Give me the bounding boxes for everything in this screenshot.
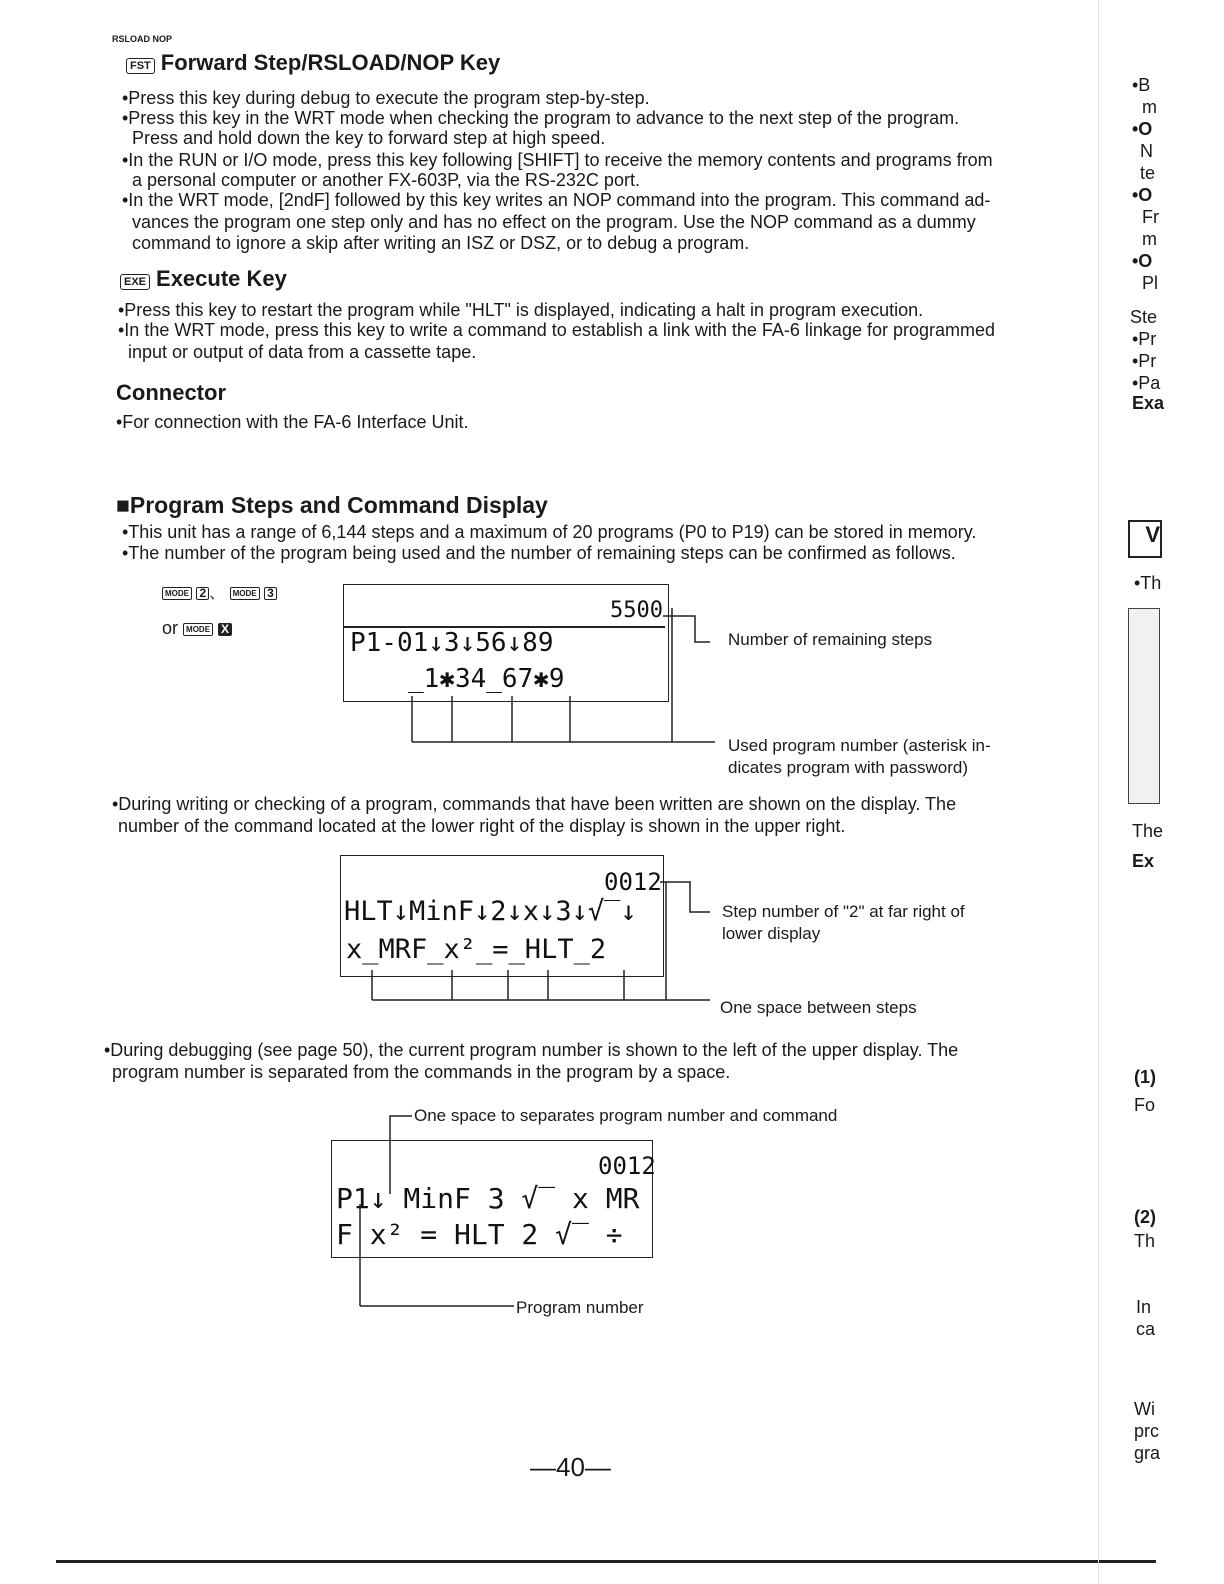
lcd-row-2: F x² = HLT 2 √‾ ÷ (336, 1218, 623, 1251)
fst-title: Forward Step/RSLOAD/NOP Key (160, 50, 501, 75)
mode-key-combo-2 (162, 618, 232, 639)
mode-key-combo-1 (162, 580, 277, 603)
bottom-rule (56, 1560, 1156, 1563)
exe-key-icon: EXE (120, 274, 150, 290)
fst-line-5: a personal computer or another FX-603P, via the RS-232C port. (132, 170, 640, 190)
margin-fragment: Exa (1132, 393, 1165, 413)
margin-fragment: •B (1132, 75, 1151, 95)
margin-fragment: Fr (1142, 207, 1159, 227)
display-1-callout-lines (400, 598, 720, 748)
step-number-value: 0012 (604, 868, 662, 896)
margin-fragment: •Pr (1132, 351, 1157, 371)
page-gutter (1098, 0, 1099, 1584)
fst-line-3: Press and hold down the key to forward step at high speed. (132, 128, 606, 148)
exe-line-2: •In the WRT mode, press this key to write a command to establish a link with the FA-6 linkage for programmed (118, 320, 996, 340)
fst-line-1: •Press this key during debug to execute the program step-by-step. (122, 88, 650, 108)
writing-line-2: number of the command located at the lower right of the display is shown in the upper right. (118, 816, 846, 836)
or-label: or (162, 618, 179, 638)
margin-fragment: gra (1134, 1443, 1161, 1463)
separator-label: One space to separates program number and command (414, 1106, 838, 1125)
fst-heading (126, 50, 500, 76)
writing-line-1: •During writing or checking of a program, commands that have been written are shown on the display. The (112, 794, 957, 814)
margin-fragment: ca (1136, 1319, 1156, 1339)
debug-line-1: •During debugging (see page 50), the current program number is shown to the left of the upper display. The (104, 1040, 959, 1060)
display-2-callout-lines (360, 870, 720, 1010)
margin-fragment: Ste (1130, 307, 1158, 327)
margin-fragment: The (1132, 821, 1164, 841)
margin-image-box (1128, 608, 1160, 804)
margin-fragment: Fo (1134, 1095, 1156, 1115)
program-steps-title: ■Program Steps and Command Display (116, 492, 548, 518)
x-key-icon: X (218, 623, 232, 636)
three-key-icon: 3 (264, 587, 277, 600)
margin-fragment: (1) (1134, 1067, 1156, 1087)
exe-title: Execute Key (156, 266, 287, 291)
used-program-label-1: Used program number (asterisk in- (728, 736, 991, 755)
margin-fragment: •O (1132, 119, 1153, 139)
program-steps-line-1: •This unit has a range of 6,144 steps and a maximum of 20 programs (P0 to P19) can be stored in memory. (122, 522, 977, 542)
margin-fragment: •Pr (1132, 329, 1157, 349)
fst-key-icon: FST (126, 58, 155, 74)
mode-key-icon: MODE (230, 587, 260, 600)
lcd-row-2: x_MRF_x²_=_HLT_2 (346, 934, 607, 965)
margin-fragment: m (1142, 97, 1157, 117)
margin-fragment: •Pa (1132, 373, 1161, 393)
program-steps-line-2: •The number of the program being used and the number of remaining steps can be confirmed as follows. (122, 543, 956, 563)
fst-line-4: •In the RUN or I/O mode, press this key following [SHIFT] to receive the memory contents and programs from (122, 150, 993, 170)
lcd-row-2: _1✱34_67✱9 (408, 664, 565, 694)
step-number-label-2: lower display (722, 924, 821, 943)
step-number-label-1: Step number of "2" at far right of (722, 902, 965, 921)
margin-fragment: In (1136, 1297, 1152, 1317)
lcd-row-1: P1-01↓3↓56↓89 (350, 628, 554, 658)
exe-line-1: •Press this key to restart the program while "HLT" is displayed, indicating a halt in program execution. (118, 300, 924, 320)
margin-fragment: •O (1132, 251, 1153, 271)
fst-line-2: •Press this key in the WRT mode when checking the program to advance to the next step of the program. (122, 108, 960, 128)
step-number-value: 0012 (598, 1152, 656, 1180)
debug-line-2: program number is separated from the commands in the program by a space. (112, 1062, 731, 1082)
connector-line: •For connection with the FA-6 Interface Unit. (116, 412, 469, 432)
remaining-steps-label: Number of remaining steps (728, 630, 933, 649)
margin-fragment: Th (1134, 1231, 1156, 1251)
two-key-icon: 2 (196, 587, 209, 600)
margin-fragment: te (1140, 163, 1156, 183)
margin-fragment: Wi (1134, 1399, 1155, 1419)
margin-fragment: •Th (1134, 573, 1162, 593)
margin-fragment: Pl (1142, 273, 1159, 293)
connector-title: Connector (116, 380, 226, 405)
margin-fragment: (2) (1134, 1207, 1156, 1227)
margin-fragment: m (1142, 229, 1157, 249)
margin-fragment: N (1140, 141, 1153, 161)
exe-line-3: input or output of data from a cassette tape. (128, 342, 477, 362)
key-superscript-label: RSLOAD NOP (112, 34, 173, 44)
one-space-label: One space between steps (720, 998, 917, 1017)
fst-line-6: •In the WRT mode, [2ndF] followed by this key writes an NOP command into the program. This command ad- (122, 190, 991, 210)
mode-key-icon: MODE (162, 587, 192, 600)
keys-separator: 、 (209, 585, 226, 602)
page-number: —40— (530, 1452, 611, 1482)
fst-line-8: command to ignore a skip after writing an ISZ or DSZ, or to debug a program. (132, 233, 750, 253)
margin-fragment: •O (1132, 185, 1153, 205)
used-program-label-2: dicates program with password) (728, 758, 968, 777)
remaining-steps-value: 5500 (610, 598, 663, 623)
fst-line-7: vances the program one step only and has no effect on the program. Use the NOP command as a dummy (132, 212, 976, 232)
margin-fragment: V (1128, 520, 1162, 558)
margin-fragment: Ex (1132, 851, 1155, 871)
lcd-row-1: P1↓ MinF 3 √‾ x MR (336, 1182, 640, 1215)
mode-key-icon: MODE (183, 623, 213, 636)
margin-fragment: prc (1134, 1421, 1160, 1441)
display-3-callout-lines (350, 1110, 650, 1310)
lcd-row-1: HLT↓MinF↓2↓x↓3↓√‾↓ (344, 896, 637, 927)
program-number-label: Program number (516, 1298, 644, 1317)
exe-heading (120, 266, 287, 292)
